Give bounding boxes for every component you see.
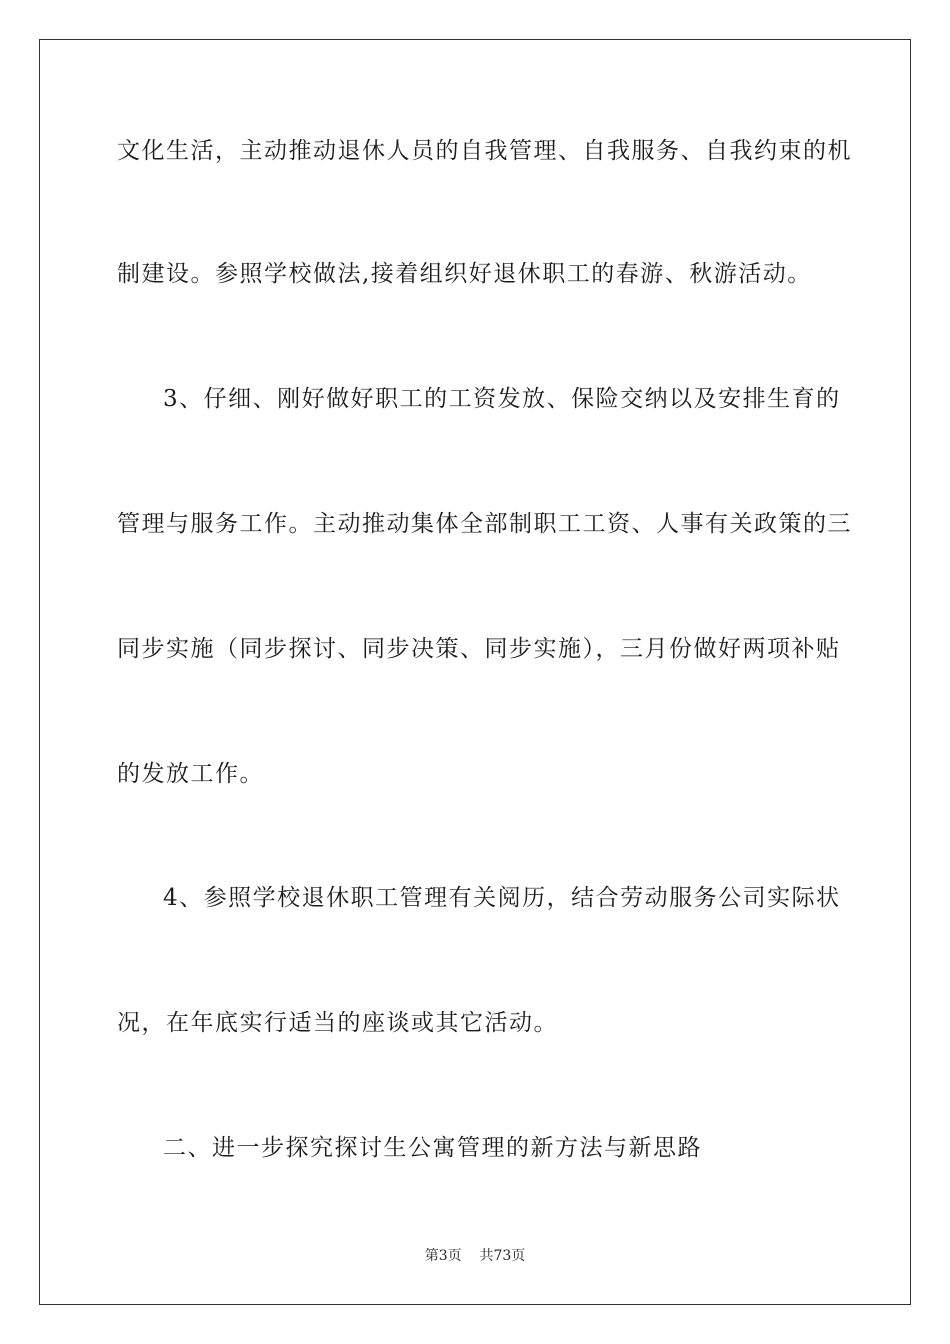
page-total: 共73页: [479, 1248, 526, 1264]
text-line-4: 管理与服务工作。主动推动集体全部制职工工资、人事有关政策的三: [117, 511, 852, 537]
section-heading-2: 二、进一步探究探讨生公寓管理的新方法与新思路: [163, 1135, 702, 1161]
text-line-8: 况，在年底实行适当的座谈或其它活动。: [117, 1010, 558, 1036]
page-border: [39, 39, 911, 1305]
page-footer: [0, 1247, 950, 1265]
text-line-6: 的发放工作。: [117, 761, 264, 787]
text-line-7: 4、参照学校退休职工管理有关阅历，结合劳动服务公司实际状: [163, 885, 841, 911]
text-line-1: 文化生活，主动推动退休人员的自我管理、自我服务、自我约束的机: [117, 138, 852, 164]
text-line-2: 制建设。参照学校做法,接着组织好退休职工的春游、秋游活动。: [117, 261, 812, 287]
text-line-3: 3、仔细、刚好做好职工的工资发放、保险交纳以及安排生育的: [163, 386, 841, 412]
text-line-5: 同步实施（同步探讨、同步决策、同步实施），三月份做好两项补贴: [117, 636, 841, 662]
page-number: 第3页: [424, 1248, 462, 1264]
